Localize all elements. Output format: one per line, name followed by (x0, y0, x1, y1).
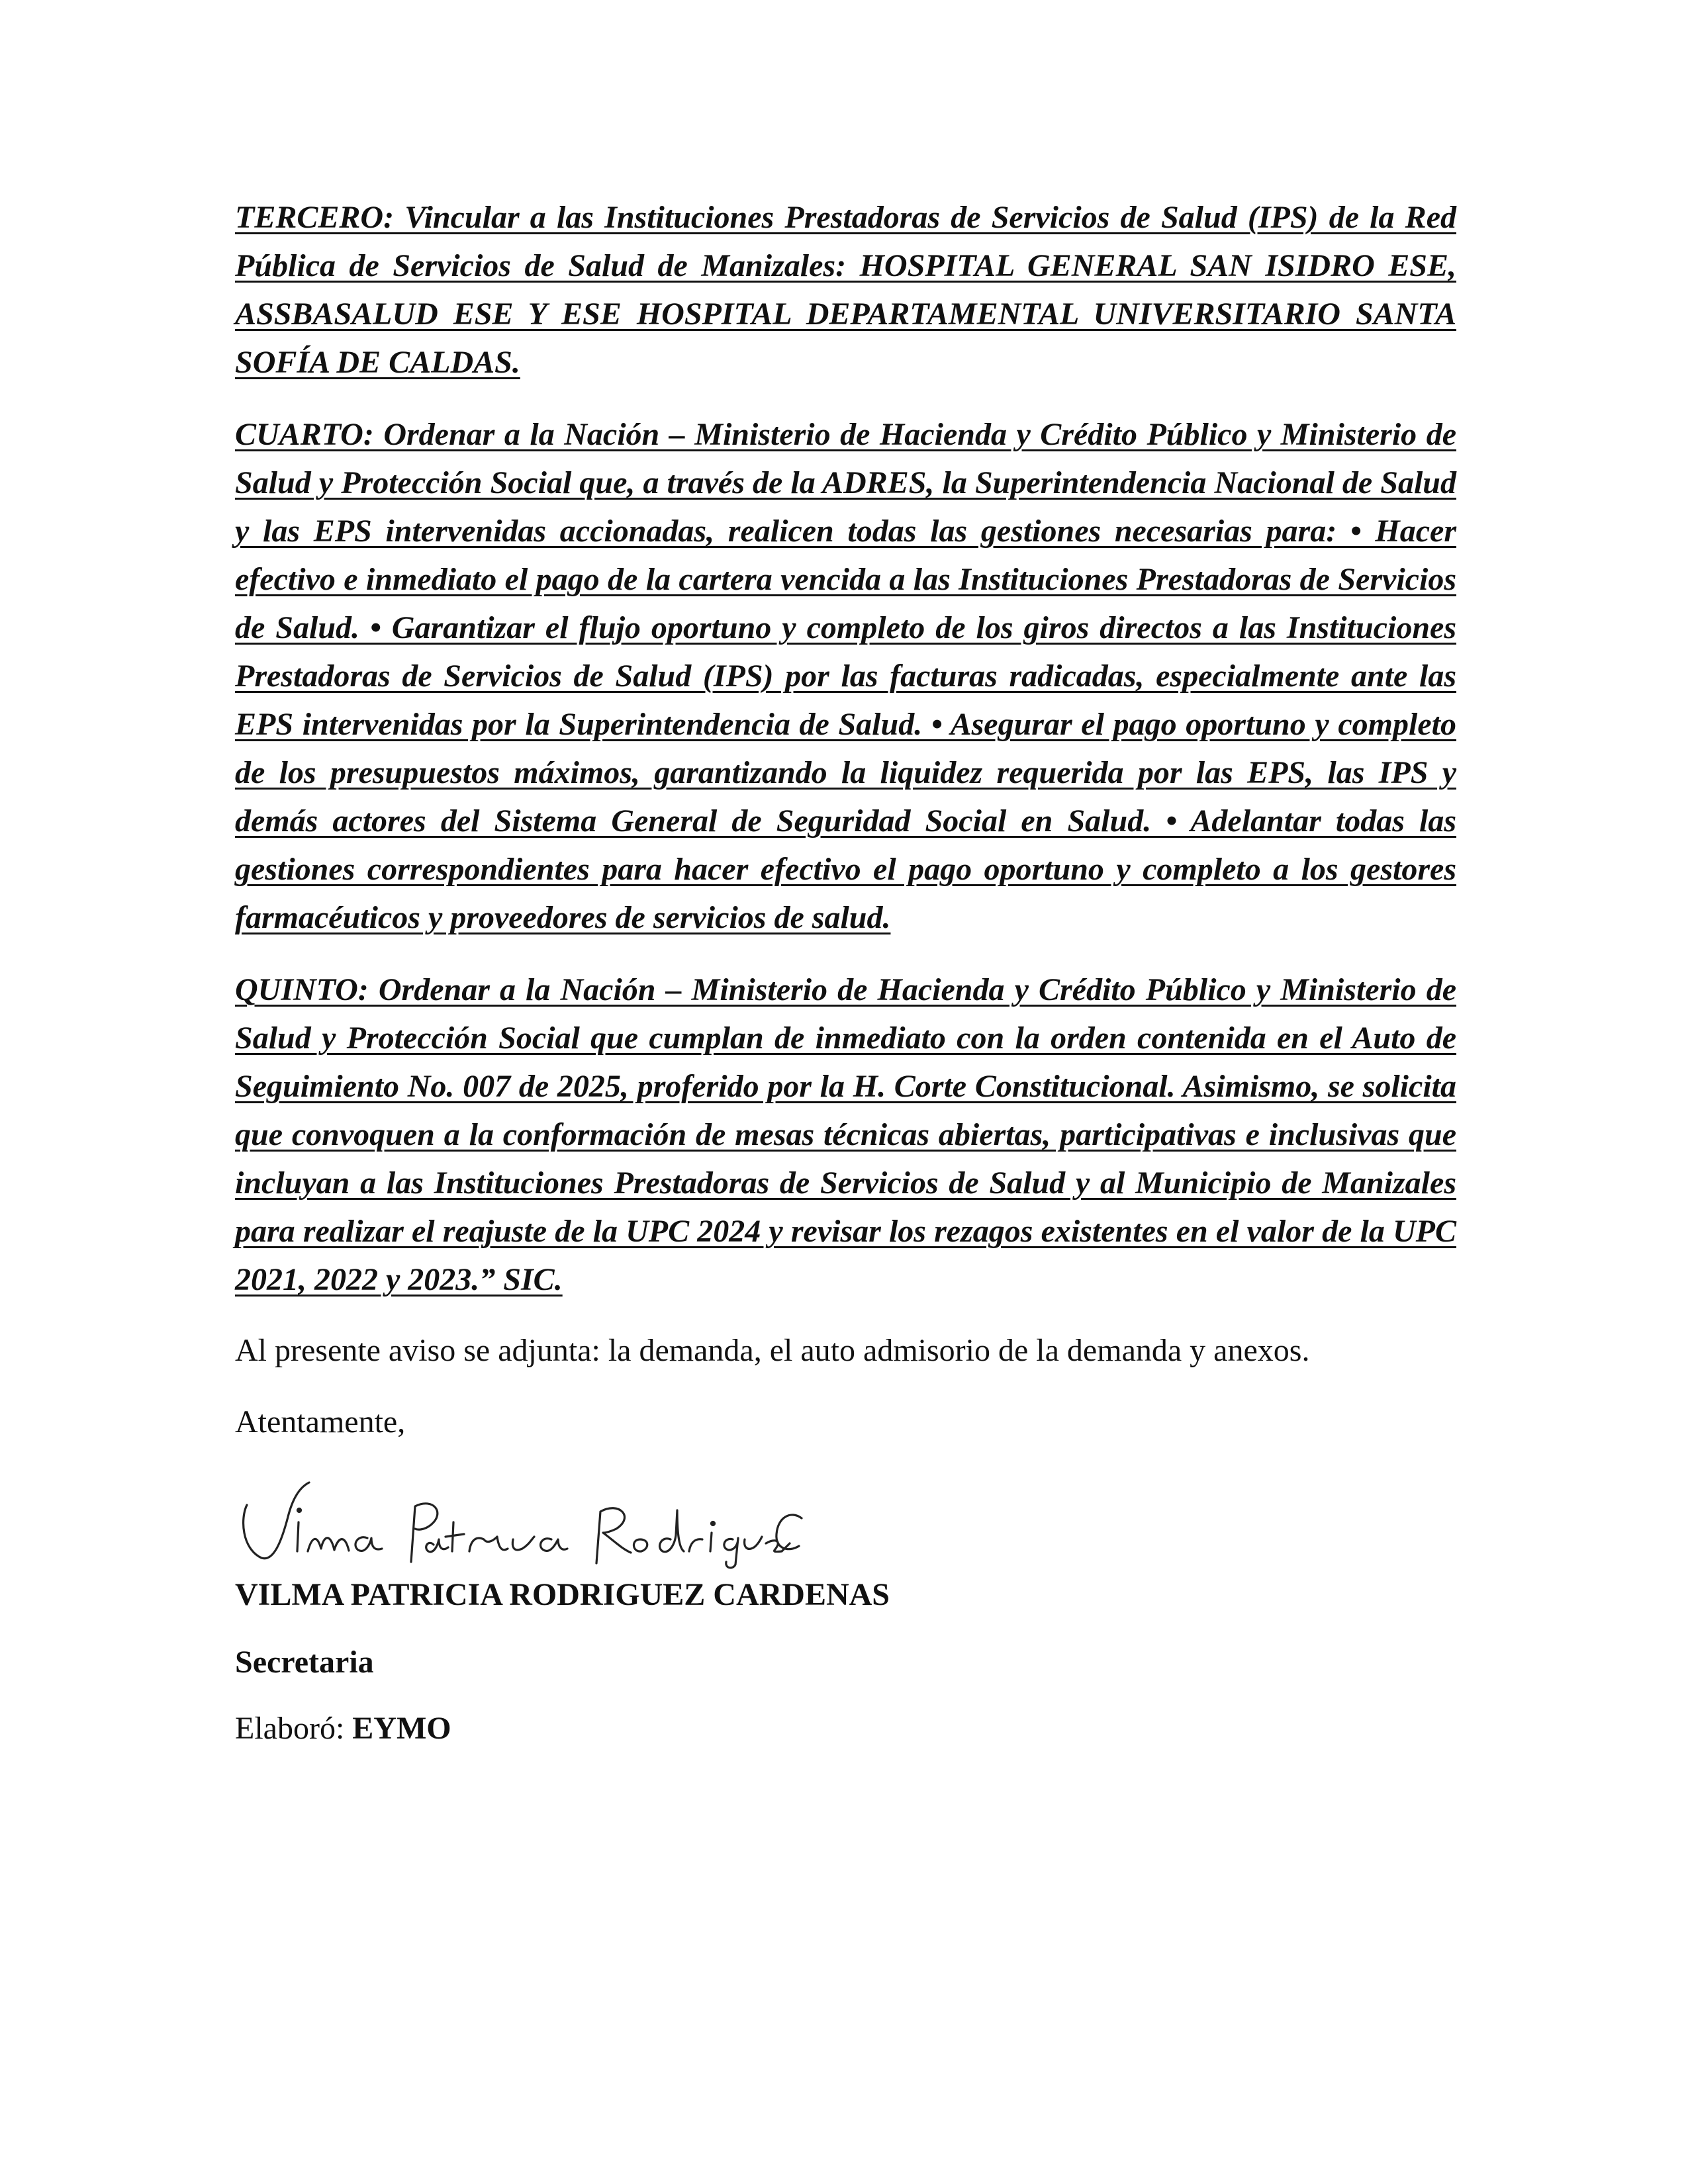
document-page (235, 193, 1456, 1749)
prepared-by (235, 1709, 1456, 1749)
attachment-note: Al presente aviso se adjunta: la demanda, el auto admisorio de la demanda y anexos. (235, 1333, 1310, 1368)
handwritten-signature (235, 1471, 804, 1570)
prepared-by-label: Elaboró: (235, 1711, 345, 1746)
signer-role: Secretaria (235, 1645, 374, 1680)
signer-name: VILMA PATRICIA RODRIGUEZ CARDENAS (235, 1577, 890, 1612)
paragraph-tercero: TERCERO: Vincular a las Instituciones Prestadoras de Servicios de Salud (IPS) de la Red Pública de Servicios de Salud de Manizales: HOSPITAL GENERAL SAN ISIDRO ESE, ASSBASALUD ESE Y ESE HOSPITAL DEPARTAMENTAL UNIVERSITARIO SANTA SOFÍA DE CALDAS. (235, 200, 1456, 380)
prepared-by-value: EYMO (352, 1711, 451, 1746)
paragraph-cuarto: CUARTO: Ordenar a la Nación – Ministerio de Hacienda y Crédito Público y Ministerio de Salud y Protección Social que, a través de la ADRES, la Superintendencia Nacional de Salud y las EPS intervenidas accionadas, realicen todas las gestiones necesarias para: • Hacer efectivo e inmediato el pago de la cartera vencida a las Instituciones Prestadoras de Servicios de Salud. • Garantizar el flujo oportuno y completo de los giros directos a las Instituciones Prestadoras de Servicios de Salud (IPS) por las facturas radicadas, especialmente ante las EPS intervenidas por la Superintendencia de Salud. • Asegurar el pago oportuno y completo de los presupuestos máximos, garantizando la liquidez requerida por las EPS, las IPS y demás actores del Sistema General de Seguridad Social en Salud. • Adelantar todas las gestiones correspondientes para hacer efectivo el pago oportuno y completo a los gestores farmacéuticos y proveedores de servicios de salud. (235, 417, 1456, 935)
closing-salutation: Atentamente, (235, 1404, 406, 1439)
paragraph-quinto: QUINTO: Ordenar a la Nación – Ministerio de Hacienda y Crédito Público y Ministerio de Salud y Protección Social que cumplan de inmediato con la orden contenida en el Auto de Seguimiento No. 007 de 2025, proferido por la H. Corte Constitucional. Asimismo, se solicita que convoquen a la conformación de mesas técnicas abiertas, participativas e inclusivas que incluyan a las Instituciones Prestadoras de Servicios de Salud y al Municipio de Manizales para realizar el reajuste de la UPC 2024 y revisar los rezagos existentes en el valor de la UPC 2021, 2022 y 2023.” SIC. (235, 972, 1456, 1297)
